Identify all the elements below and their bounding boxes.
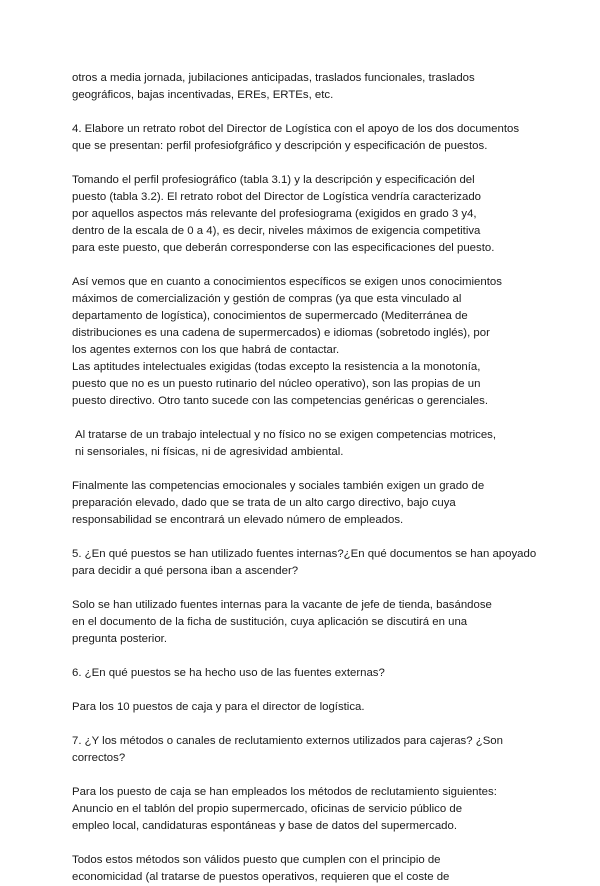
text-line: Tomando el perfil profesiográfico (tabla 3.1) y la descripción y especificación del <box>72 174 475 186</box>
text-line: Anuncio en el tablón del propio supermercado, oficinas de servicio público de <box>72 803 463 815</box>
document-body <box>72 70 537 886</box>
text-line: Solo se han utilizado fuentes internas para la vacante de jefe de tienda, basándose <box>72 599 492 611</box>
paragraph <box>72 427 520 461</box>
text-line: que se presentan: perfil profesiofgráfico y descripción y especificación de puestos. <box>72 140 488 152</box>
paragraph <box>72 274 520 410</box>
text-line: 6. ¿En qué puestos se ha hecho uso de las fuentes externas? <box>72 667 385 679</box>
text-line: 5. ¿En qué puestos se han utilizado fuentes internas?¿En qué documentos se han apoyado <box>72 548 537 560</box>
paragraph <box>72 852 520 886</box>
text-line: puesto directivo. Otro tanto sucede con las competencias genéricas o gerenciales. <box>72 395 488 407</box>
text-line: pregunta posterior. <box>72 633 167 645</box>
text-line: 4. Elabore un retrato robot del Director de Logística con el apoyo de los dos documentos <box>72 123 520 135</box>
text-line: Así vemos que en cuanto a conocimientos específicos se exigen unos conocimientos <box>72 276 502 288</box>
paragraph <box>72 733 520 767</box>
text-line: responsabilidad se encontrará un elevado número de empleados. <box>72 514 404 526</box>
text-line: Las aptitudes intelectuales exigidas (todas excepto la resistencia a la monotonía, <box>72 361 481 373</box>
text-line: 7. ¿Y los métodos o canales de reclutamiento externos utilizados para cajeras? ¿Son <box>72 735 503 747</box>
text-line: ni sensoriales, ni físicas, ni de agresividad ambiental. <box>75 446 344 458</box>
paragraph <box>72 597 520 648</box>
text-line: en el documento de la ficha de sustitución, cuya aplicación se discutirá en una <box>72 616 468 628</box>
text-line: correctos? <box>72 752 126 764</box>
text-line: para decidir a qué persona iban a ascender? <box>72 565 299 577</box>
text-line: por aquellos aspectos más relevante del profesiograma (exigidos en grado 3 y4, <box>72 208 477 220</box>
text-line: economicidad (al tratarse de puestos operativos, requieren que el coste de <box>72 871 450 883</box>
text-line: geográficos, bajas incentivadas, EREs, ERTEs, etc. <box>72 89 334 101</box>
text-line: Al tratarse de un trabajo intelectual y no físico no se exigen competencias motrices, <box>75 429 497 441</box>
paragraph <box>72 699 520 716</box>
text-line: otros a media jornada, jubilaciones anticipadas, traslados funcionales, traslados <box>72 72 475 84</box>
text-line: puesto que no es un puesto rutinario del núcleo operativo), son las propias de un <box>72 378 481 390</box>
paragraph <box>72 784 520 835</box>
paragraph <box>72 70 520 104</box>
text-line: empleo local, candidaturas espontáneas y base de datos del supermercado. <box>72 820 457 832</box>
text-line: distribuciones es una cadena de supermercados) e idiomas (sobretodo inglés), por <box>72 327 490 339</box>
text-line: Finalmente las competencias emocionales y sociales también exigen un grado de <box>72 480 485 492</box>
text-line: para este puesto, que deberán corresponderse con las especificaciones del puesto. <box>72 242 495 254</box>
paragraph <box>72 478 520 529</box>
text-line: los agentes externos con los que habrá de contactar. <box>72 344 340 356</box>
text-line: Para los puesto de caja se han empleados los métodos de reclutamiento siguientes: <box>72 786 497 798</box>
paragraph <box>72 172 520 257</box>
paragraph <box>72 121 520 155</box>
text-line: Todos estos métodos son válidos puesto que cumplen con el principio de <box>72 854 441 866</box>
paragraph <box>72 546 537 580</box>
text-line: preparación elevado, dado que se trata de un alto cargo directivo, bajo cuya <box>72 497 456 509</box>
text-line: puesto (tabla 3.2). El retrato robot del Director de Logística vendría caracterizado <box>72 191 482 203</box>
text-line: departamento de logística), conocimientos de supermercado (Mediterránea de <box>72 310 468 322</box>
text-line: dentro de la escala de 0 a 4), es decir, niveles máximos de exigencia competitiva <box>72 225 481 237</box>
text-line: Para los 10 puestos de caja y para el director de logística. <box>72 701 365 713</box>
text-line: máximos de comercialización y gestión de compras (ya que esta vinculado al <box>72 293 462 305</box>
paragraph <box>72 665 520 682</box>
